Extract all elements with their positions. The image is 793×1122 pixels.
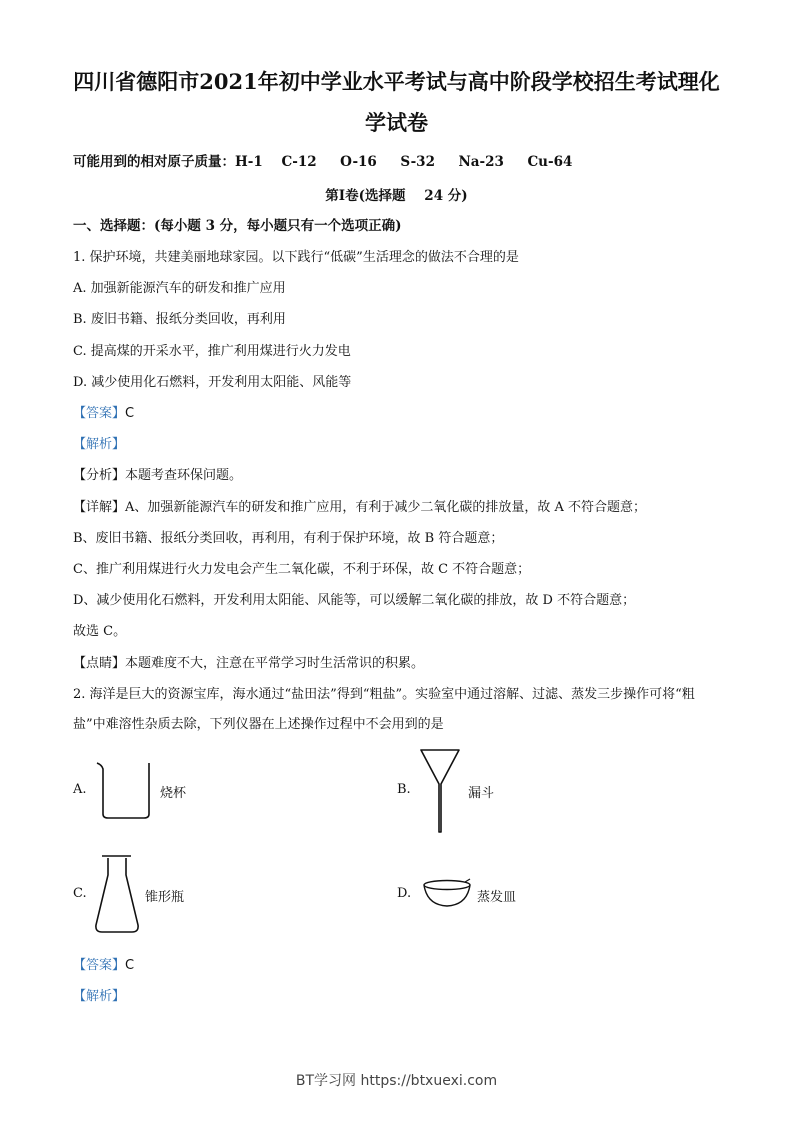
q2-option-d-label: 蒸发皿 xyxy=(477,890,517,905)
exam-title-line1: 四川省德阳市2021年初中学业水平考试与高中阶段学校招生考试理化 xyxy=(73,69,720,94)
q2-analysis-tag: 【解析】 xyxy=(73,989,126,1004)
answer-value: C xyxy=(125,406,135,421)
q1-detail-d: D、减少使用化石燃料，开发利用太阳能、风能等，可以缓解二氧化碳的排放，故 D 不符合题意； xyxy=(73,593,636,608)
q2-answer xyxy=(73,954,733,973)
answer-value: C xyxy=(125,958,135,973)
q1-detail-a xyxy=(73,496,733,515)
detail-tag: 【详解】 xyxy=(73,500,126,515)
q2-stem-line1: 2. 海洋是巨大的资源宝库，海水通过“盐田法”得到“粗盐”。实验室中通过溶解、过滤、蒸发三步操作可将“粗 xyxy=(73,687,695,702)
q1-option-d: D. 减少使用化石燃料，开发利用太阳能、风能等 xyxy=(73,375,352,390)
q1-option-c: C. 提高煤的开采水平，推广利用煤进行火力发电 xyxy=(73,344,351,359)
q2-option-d-letter: D. xyxy=(397,886,412,901)
q1-analysis-tag: 【解析】 xyxy=(73,437,126,452)
dianjing-text: 本题难度不大，注意在平常学习时生活常识的积累。 xyxy=(125,656,425,671)
q1-conclusion: 故选 C。 xyxy=(73,624,127,639)
fenxi-tag: 【分析】 xyxy=(73,468,126,483)
q1-detail-c: C、推广利用煤进行火力发电会产生二氧化碳，不利于环保，故 C 不符合题意； xyxy=(73,562,531,577)
fenxi-text: 本题考查环保问题。 xyxy=(125,468,243,483)
answer-tag: 【答案】 xyxy=(73,406,126,421)
q2-option-b-letter: B. xyxy=(397,782,411,797)
q1-fenxi xyxy=(73,464,733,483)
q2-option-c-letter: C. xyxy=(73,886,87,901)
exam-title-line2: 学试卷 xyxy=(365,110,428,135)
q1-option-b: B. 废旧书籍、报纸分类回收，再利用 xyxy=(73,312,286,327)
q2-option-c-label: 锥形瓶 xyxy=(145,890,185,905)
q2-stem-line2: 盐”中难溶性杂质去除，下列仪器在上述操作过程中不会用到的是 xyxy=(73,717,444,732)
answer-tag: 【答案】 xyxy=(73,958,126,973)
q1-detail-b: B、废旧书籍、报纸分类回收，再利用，有利于保护环境，故 B 符合题意； xyxy=(73,531,504,546)
evaporating-dish-icon xyxy=(421,877,473,911)
section1-heading: 一、选择题：(每小题 3 分，每小题只有一个选项正确) xyxy=(73,218,402,234)
beaker-icon xyxy=(94,760,156,822)
q2-option-a-label: 烧杯 xyxy=(160,786,187,801)
q2-option-a-letter: A. xyxy=(73,782,87,797)
q1-answer xyxy=(73,402,733,421)
atomic-masses: 可能用到的相对原子质量：H-1 C-12 O-16 S-32 Na-23 Cu-64 xyxy=(73,154,573,170)
conical-flask-icon xyxy=(92,853,142,935)
part1-heading: 第Ⅰ卷(选择题 24 分) xyxy=(325,188,468,204)
dianjing-tag: 【点睛】 xyxy=(73,656,126,671)
funnel-icon xyxy=(419,748,461,834)
q2-option-b-label: 漏斗 xyxy=(468,786,495,801)
q1-stem: 1. 保护环境，共建美丽地球家园。以下践行“低碳”生活理念的做法不合理的是 xyxy=(73,250,519,265)
q1-option-a: A. 加强新能源汽车的研发和推广应用 xyxy=(73,281,286,296)
footer-watermark: BT学习网 https://btxuexi.com xyxy=(295,1073,498,1089)
q1-dianjing xyxy=(73,652,733,671)
detail-text: A、加强新能源汽车的研发和推广应用，有利于减少二氧化碳的排放量，故 A 不符合题意； xyxy=(125,500,647,515)
